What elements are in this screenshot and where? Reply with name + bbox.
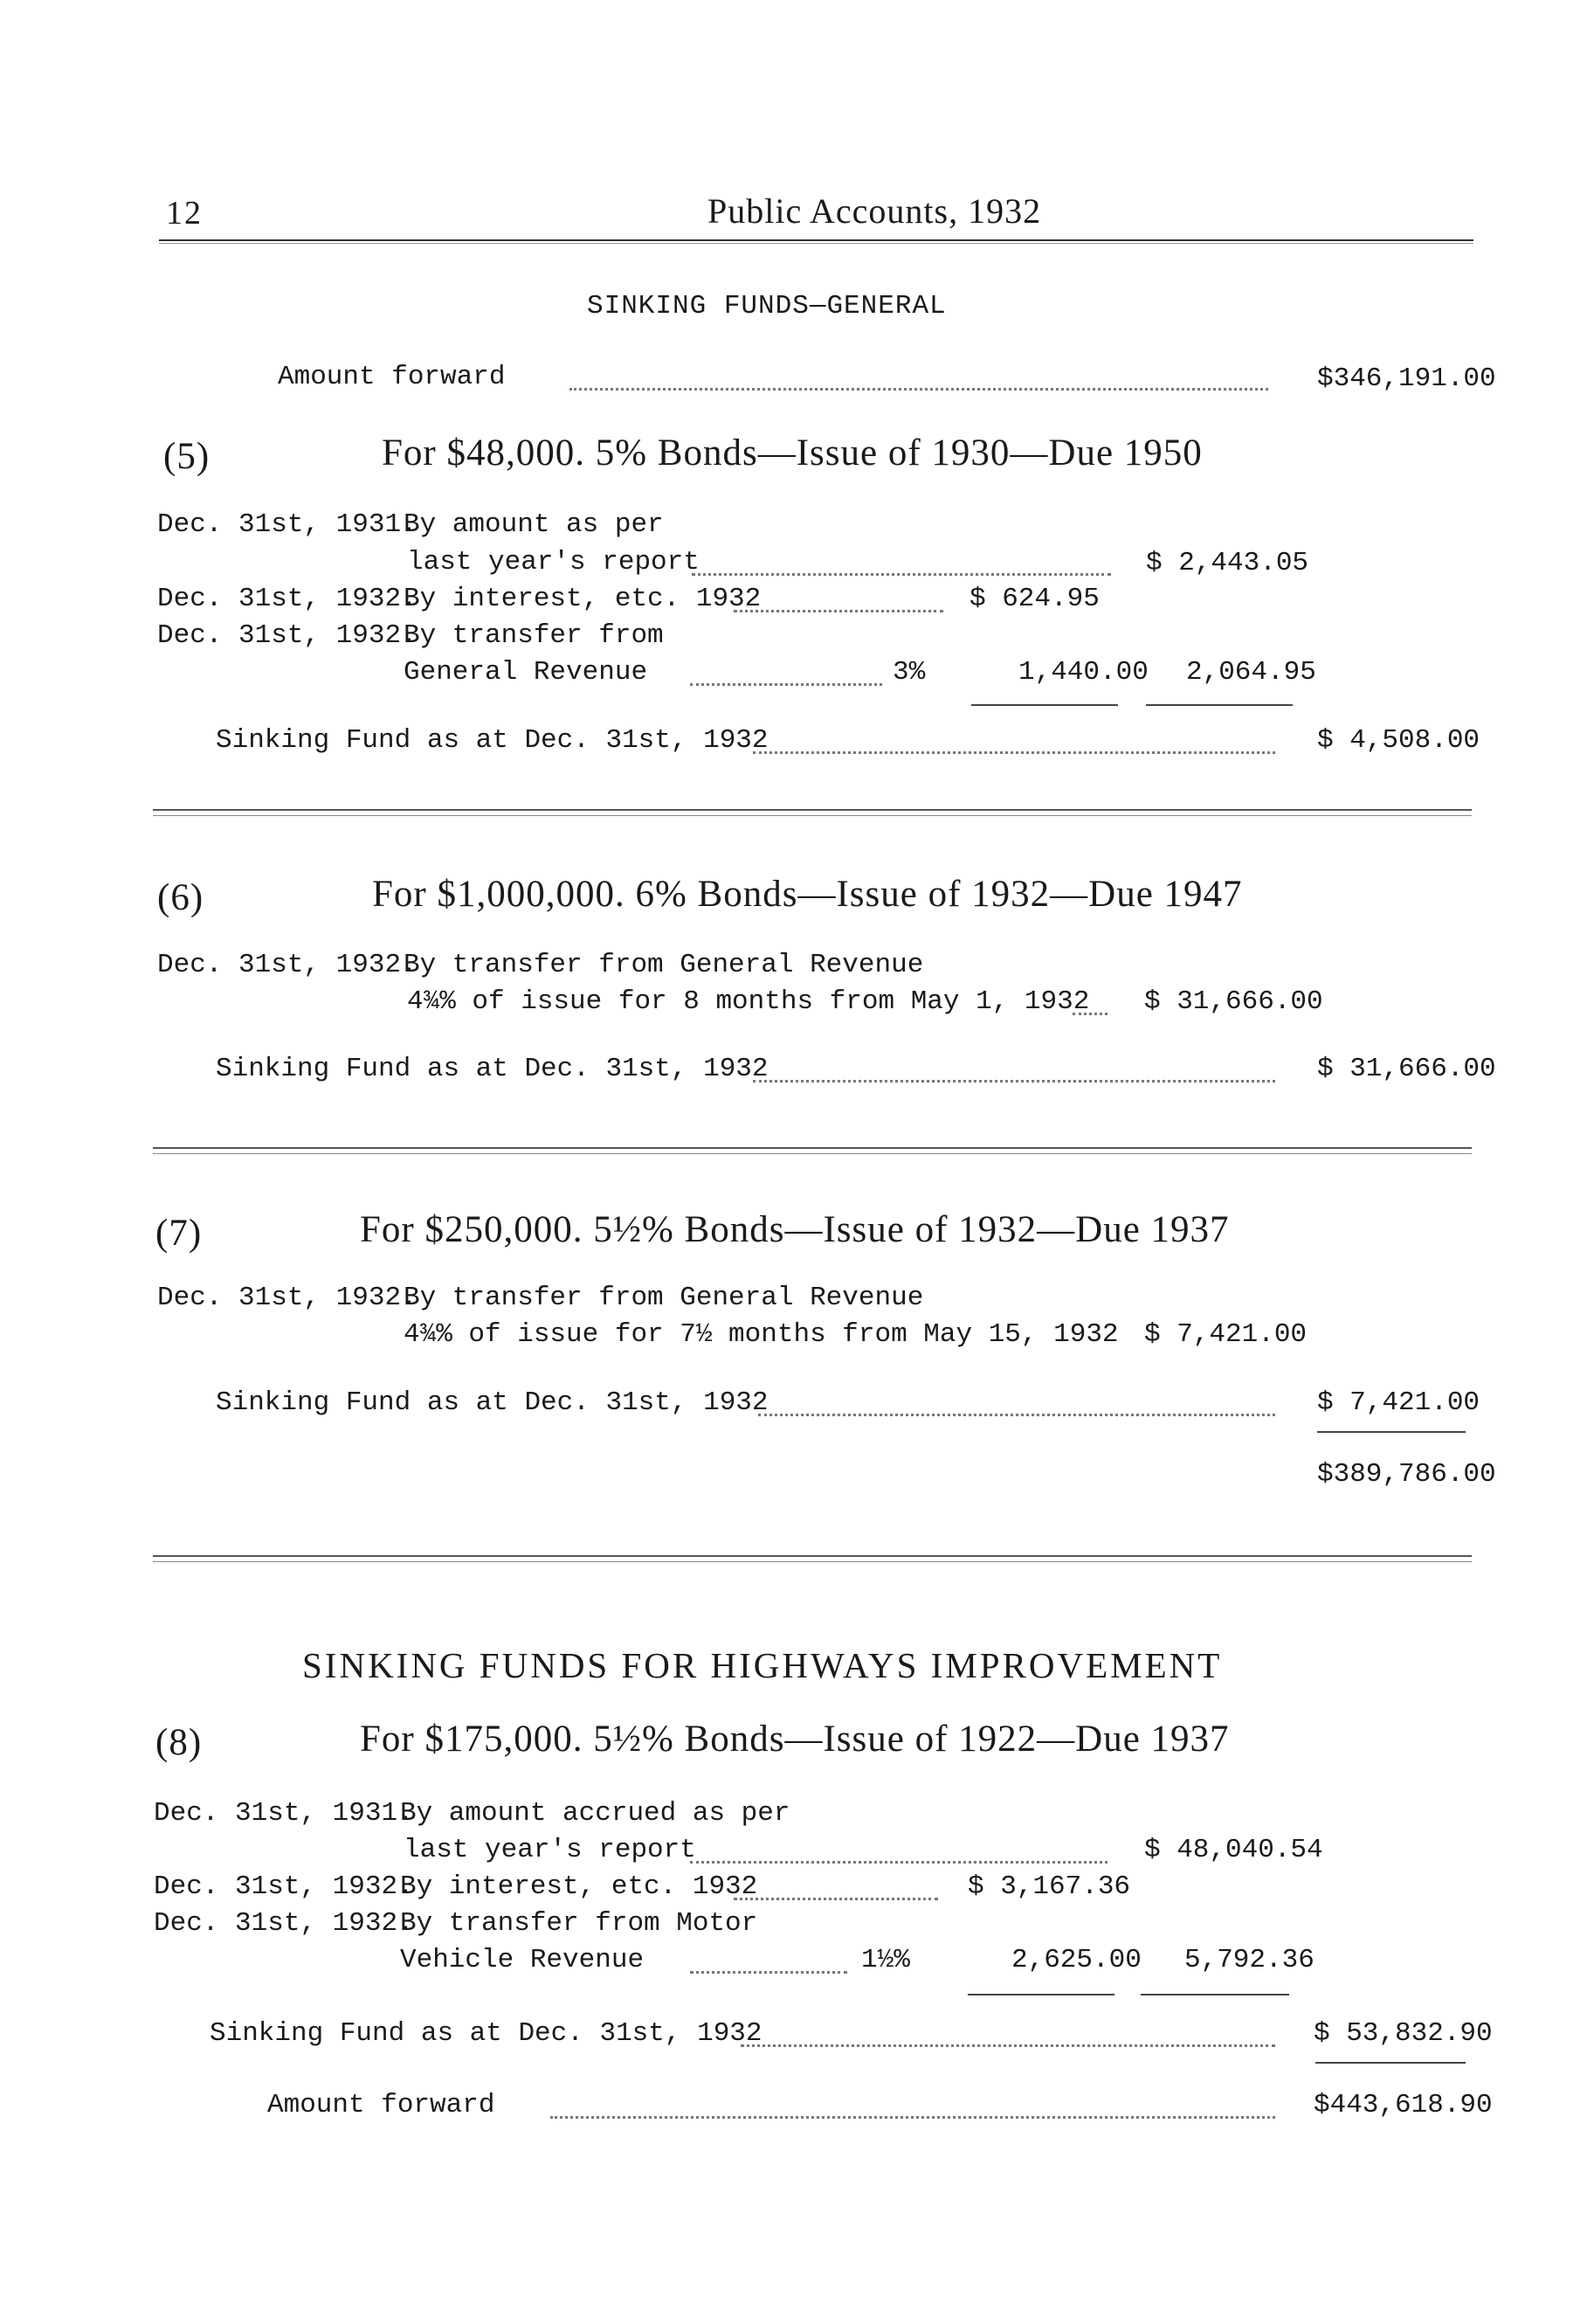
amount-forward-label: Amount forward: [278, 362, 506, 392]
sum-rule: [971, 704, 1118, 706]
fund7-detail-value: $ 7,421.00: [1144, 1319, 1308, 1350]
page-number: 12: [166, 195, 203, 232]
leader-dots: [690, 1861, 1108, 1864]
fund5-col2-5: 1,440.00: [1018, 657, 1149, 688]
fund5-total-label: Sinking Fund as at Dec. 31st, 1932: [216, 725, 769, 756]
sum-rule: [968, 1994, 1114, 1995]
leader-dots: [734, 610, 943, 612]
section-title-general: SINKING FUNDS—GENERAL: [587, 291, 947, 322]
fund8-col3-2: $ 48,040.54: [1144, 1835, 1323, 1865]
sum-rule: [1315, 2062, 1466, 2064]
fund8-text-2: last year's report: [404, 1835, 696, 1865]
fund5-text-2: last year's report: [407, 547, 700, 578]
fund8-col2-5: 2,625.00: [1011, 1945, 1142, 1975]
fund5-col2-3: $ 624.95: [970, 584, 1100, 614]
fund8-col2-3: $ 3,167.36: [968, 1871, 1131, 1902]
fund6-date: Dec. 31st, 1932.: [157, 950, 417, 980]
fund7-date: Dec. 31st, 1932.: [157, 1283, 417, 1313]
section-separator: [153, 1147, 1472, 1154]
fund8-text-5: Vehicle Revenue: [400, 1945, 645, 1975]
fund8-rate: 1½%: [861, 1945, 910, 1975]
fund8-text-1: By amount accrued as per: [400, 1798, 790, 1829]
fund5-date-4: Dec. 31st, 1932.: [157, 620, 417, 651]
section-title-highways: SINKING FUNDS FOR HIGHWAYS IMPROVEMENT: [302, 1645, 1223, 1685]
fund7-text: By transfer from General Revenue: [404, 1283, 924, 1313]
sum-rule: [1317, 1431, 1466, 1433]
fund5-title: For $48,000. 5% Bonds—Issue of 1930—Due 1950: [382, 432, 1203, 474]
fund5-text-1: By amount as per: [404, 509, 664, 540]
amount-forward-bottom-value: $443,618.90: [1314, 2090, 1493, 2120]
fund8-total-label: Sinking Fund as at Dec. 31st, 1932: [210, 2018, 762, 2049]
fund7-detail: 4¾% of issue for 7½ months from May 15, 1932: [404, 1319, 1119, 1350]
sum-rule: [1146, 704, 1293, 706]
fund6-number: (6): [157, 877, 204, 918]
running-title: Public Accounts, 1932: [707, 191, 1042, 231]
fund5-col3-5: 2,064.95: [1186, 657, 1316, 688]
leader-dots: [753, 1080, 1275, 1082]
leader-dots: [690, 1971, 847, 1974]
leader-dots: [753, 751, 1275, 754]
leader-dots: [690, 683, 882, 686]
fund8-date-4: Dec. 31st, 1932.: [154, 1908, 414, 1939]
fund8-date-3: Dec. 31st, 1932.: [154, 1871, 414, 1902]
header-rule-thin: [159, 243, 1473, 244]
fund6-detail: 4¾% of issue for 8 months from May 1, 1932: [407, 986, 1090, 1017]
leader-dots: [734, 1898, 938, 1900]
fund6-text: By transfer from General Revenue: [404, 950, 924, 980]
fund8-number: (8): [155, 1722, 203, 1763]
fund6-detail-value: $ 31,666.00: [1144, 986, 1323, 1017]
fund6-title: For $1,000,000. 6% Bonds—Issue of 1932—Due 1947: [372, 874, 1243, 915]
fund8-total-value: $ 53,832.90: [1314, 2018, 1493, 2049]
leader-dots: [550, 2116, 1275, 2119]
fund5-rate: 3%: [893, 657, 926, 688]
section-separator: [153, 1555, 1472, 1562]
leader-dots: [569, 388, 1268, 391]
fund5-number: (5): [163, 436, 210, 477]
fund6-total-value: $ 31,666.00: [1317, 1054, 1496, 1084]
fund8-text-4: By transfer from Motor: [400, 1908, 758, 1939]
header-rule: [159, 239, 1473, 241]
fund5-text-5: General Revenue: [404, 657, 648, 688]
leader-dots: [692, 573, 1111, 576]
fund8-date-1: Dec. 31st, 1931.: [154, 1798, 414, 1829]
leader-dots: [741, 2044, 1275, 2047]
fund8-col3-5: 5,792.36: [1184, 1945, 1315, 1975]
fund8-title: For $175,000. 5½% Bonds—Issue of 1922—Due 1937: [360, 1719, 1230, 1760]
amount-forward-value: $346,191.00: [1317, 363, 1496, 394]
leader-dots: [1073, 1013, 1108, 1015]
fund5-text-4: By transfer from: [404, 620, 664, 651]
fund8-text-3: By interest, etc. 1932: [400, 1871, 758, 1902]
section-separator: [153, 809, 1472, 816]
general-grand-total: $389,786.00: [1317, 1459, 1496, 1490]
fund5-date-3: Dec. 31st, 1932.: [157, 584, 417, 614]
amount-forward-bottom-label: Amount forward: [267, 2090, 495, 2120]
fund7-title: For $250,000. 5½% Bonds—Issue of 1932—Due 1937: [360, 1209, 1230, 1250]
sum-rule: [1141, 1994, 1289, 1995]
fund5-total-value: $ 4,508.00: [1317, 725, 1480, 756]
fund5-text-3: By interest, etc. 1932: [404, 584, 762, 614]
fund7-total-value: $ 7,421.00: [1317, 1387, 1480, 1418]
fund6-total-label: Sinking Fund as at Dec. 31st, 1932: [216, 1054, 769, 1084]
fund7-number: (7): [155, 1213, 203, 1254]
fund5-date-1: Dec. 31st, 1931.: [157, 509, 417, 540]
fund7-total-label: Sinking Fund as at Dec. 31st, 1932: [216, 1387, 769, 1418]
fund5-col3-2: $ 2,443.05: [1146, 548, 1309, 578]
leader-dots: [758, 1414, 1275, 1416]
